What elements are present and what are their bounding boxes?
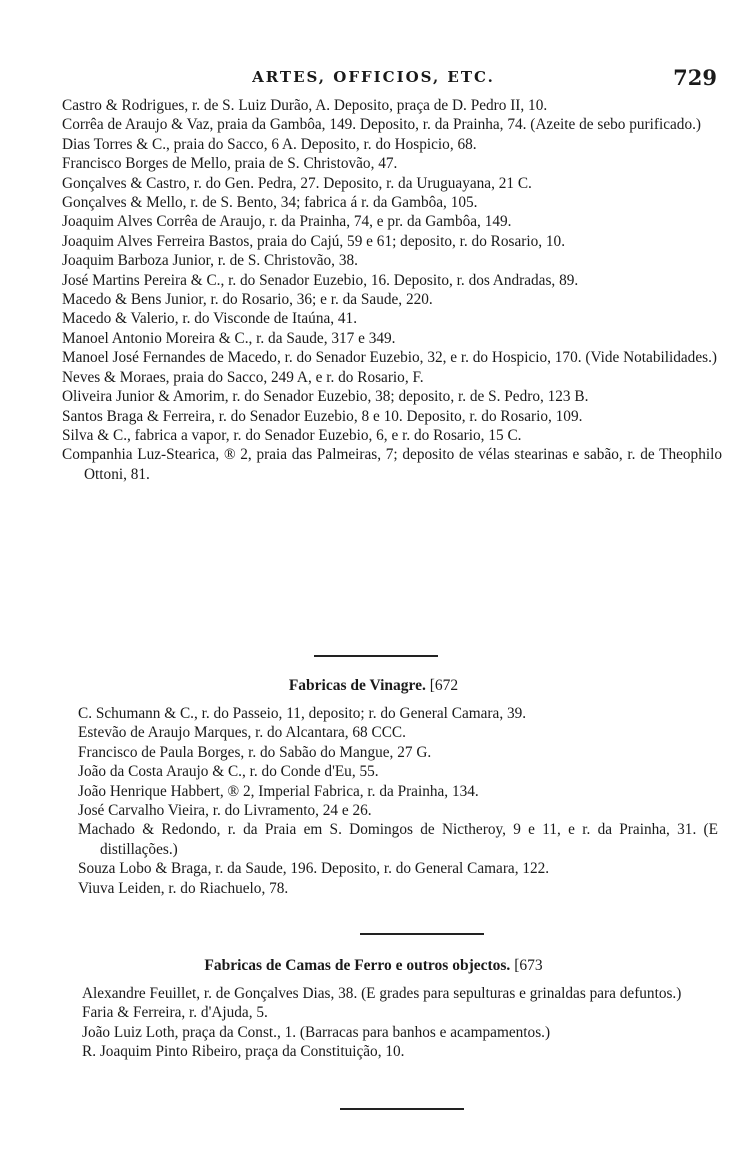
list-item: Faria & Ferreira, r. d'Ajuda, 5. [82, 1004, 268, 1022]
list-item: Macedo & Bens Junior, r. do Rosario, 36; e r. da Saude, 220. [62, 291, 433, 309]
section-divider [314, 655, 438, 657]
list-item: Joaquim Alves Corrêa de Araujo, r. da Prainha, 74, e pr. da Gambôa, 149. [62, 213, 512, 231]
list-item: Souza Lobo & Braga, r. da Saude, 196. Deposito, r. do General Camara, 122. [78, 860, 550, 878]
list-item: Gonçalves & Castro, r. do Gen. Pedra, 27. Deposito, r. da Uruguayana, 21 C. [62, 174, 532, 192]
list-item: C. Schumann & C., r. do Passeio, 11, deposito; r. do General Camara, 39. [78, 705, 527, 722]
list-item: José Martins Pereira & C., r. do Senador Euzebio, 16. Deposito, r. dos Andradas, 89. [62, 271, 579, 289]
list-item: Companhia Luz-Stearica, ® 2, praia das Palmeiras, 7; deposito de vélas stearinas e sabão, r. de Theophilo Ottoni, 81. [62, 446, 722, 483]
section-ref: [673 [514, 957, 543, 974]
running-title: ARTES, OFFICIOS, ETC. [252, 68, 495, 86]
list-item: Corrêa de Araujo & Vaz, praia da Gambôa, 149. Deposito, r. da Prainha, 74. (Azeite de sebo purificado.) [62, 116, 702, 134]
list-item: Macedo & Valerio, r. do Visconde de Itaúna, 41. [62, 310, 358, 328]
list-item: Alexandre Feuillet, r. de Gonçalves Dias, 38. (E grades para sepulturas e grinaldas para defuntos.) [82, 985, 682, 1002]
list-item: Estevão de Araujo Marques, r. do Alcantara, 68 CCC. [78, 724, 406, 742]
entries-list-3 [82, 984, 722, 1062]
list-item: Gonçalves & Mello, r. de S. Bento, 34; fabrica á r. da Gambôa, 105. [62, 194, 478, 212]
list-item: Joaquim Barboza Junior, r. de S. Christovão, 38. [62, 252, 358, 270]
list-item: João da Costa Araujo & C., r. do Conde d'Eu, 55. [78, 763, 379, 781]
list-item: João Luiz Loth, praça da Const., 1. (Barracas para banhos e acampamentos.) [82, 1023, 551, 1041]
section-title-text: Fabricas de Vinagre. [288, 677, 426, 694]
section-divider [340, 1108, 464, 1110]
page-header [0, 62, 747, 92]
list-item: Santos Braga & Ferreira, r. do Senador Euzebio, 8 e 10. Deposito, r. do Rosario, 109. [62, 407, 583, 425]
list-item: R. Joaquim Pinto Ribeiro, praça da Constituição, 10. [82, 1043, 405, 1061]
list-item: Machado & Redondo, r. da Praia em S. Domingos de Nictheroy, 9 e 11, e r. da Prainha, 31. (E distillações.) [78, 821, 718, 858]
list-item: Francisco de Paula Borges, r. do Sabão do Mangue, 27 G. [78, 743, 432, 761]
section-ref: [672 [429, 677, 459, 694]
list-item: Manoel Antonio Moreira & C., r. da Saude, 317 e 349. [62, 329, 396, 347]
list-item: José Carvalho Vieira, r. do Livramento, 24 e 26. [78, 802, 372, 820]
list-item: Francisco Borges de Mello, praia de S. Christovão, 47. [62, 155, 398, 173]
section-title-text: Fabricas de Camas de Ferro e outros objectos. [204, 957, 511, 974]
list-item: Manoel José Fernandes de Macedo, r. do Senador Euzebio, 32, e r. do Hospicio, 170. (Vide Notabilidades.) [62, 349, 717, 367]
list-item: Castro & Rodrigues, r. de S. Luiz Durão, A. Deposito, praça de D. Pedro II, 10. [62, 97, 548, 114]
list-item: Neves & Moraes, praia do Sacco, 249 A, e r. do Rosario, F. [62, 368, 424, 386]
entries-list-1 [62, 96, 722, 484]
list-item: Silva & C., fabrica a vapor, r. do Senador Euzebio, 6, e r. do Rosario, 15 C. [62, 426, 522, 444]
section-divider [360, 933, 484, 935]
list-item: Dias Torres & C., praia do Sacco, 6 A. Deposito, r. do Hospicio, 68. [62, 135, 477, 153]
section-heading-camas [0, 957, 747, 975]
section-heading-vinagre [0, 677, 747, 695]
list-item: João Henrique Habbert, ® 2, Imperial Fabrica, r. da Prainha, 134. [78, 782, 479, 800]
list-item: Viuva Leiden, r. do Riachuelo, 78. [78, 879, 289, 897]
list-item: Oliveira Junior & Amorim, r. do Senador Euzebio, 38; deposito, r. de S. Pedro, 123 B. [62, 388, 589, 406]
page-number: 729 [673, 65, 717, 90]
list-item: Joaquim Alves Ferreira Bastos, praia do Cajú, 59 e 61; deposito, r. do Rosario, 10. [62, 232, 566, 250]
entries-list-2 [78, 704, 718, 898]
